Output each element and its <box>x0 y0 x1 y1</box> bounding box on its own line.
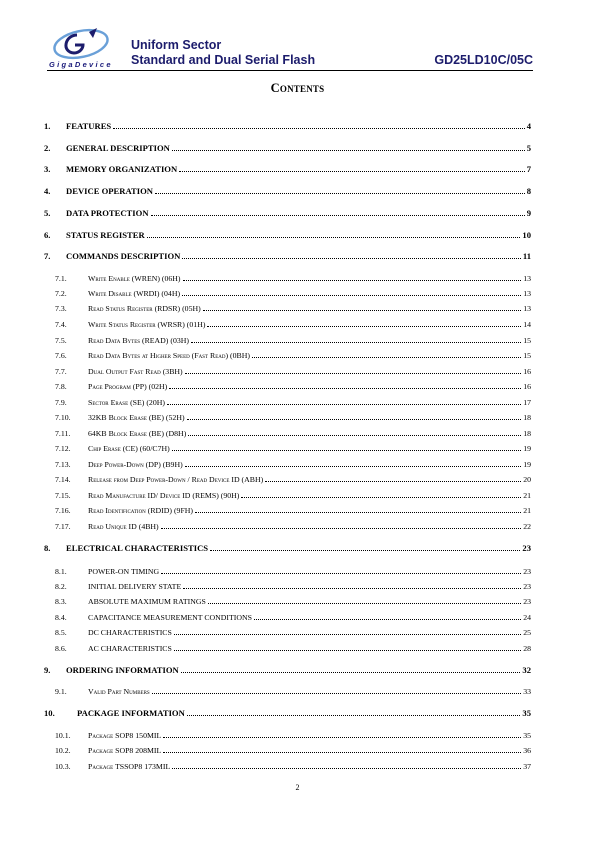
toc-entry-number: 7.5. <box>55 336 67 346</box>
toc-entry-page: 15 <box>523 351 531 361</box>
toc-entry-title: Write Status Register (WRSR) (01H) <box>88 320 206 330</box>
toc-entry[interactable] <box>44 578 531 591</box>
toc-entry-page: 21 <box>523 506 531 516</box>
toc-entry-page: 23 <box>523 567 531 577</box>
toc-entry-number: 1. <box>44 121 51 132</box>
toc-entry-number: 6. <box>44 230 51 241</box>
toc-entry-number: 7.17. <box>55 522 71 532</box>
toc-entry[interactable] <box>44 662 531 675</box>
contents-heading: Contents <box>270 81 325 95</box>
toc-entry[interactable] <box>44 624 531 637</box>
dot-leader <box>181 671 521 673</box>
dot-leader <box>203 309 522 311</box>
dot-leader <box>163 736 521 738</box>
toc-entry[interactable] <box>44 563 531 576</box>
toc-entry-page: 33 <box>523 687 531 697</box>
toc-entry[interactable] <box>44 609 531 622</box>
toc-entry[interactable] <box>44 300 531 313</box>
doc-title-line2: Standard and Dual Serial Flash <box>131 53 316 67</box>
toc-entry[interactable] <box>44 347 531 360</box>
dot-leader <box>172 449 522 451</box>
toc-entry-page: 28 <box>523 644 531 654</box>
toc-entry-title: Read Unique ID (4BH) <box>88 522 159 532</box>
toc-entry-title: 32KB Block Erase (BE) (52H) <box>88 413 185 423</box>
toc-entry-page: 10 <box>522 230 531 241</box>
dot-leader <box>185 372 522 374</box>
toc-entry-number: 10.2. <box>55 746 71 756</box>
toc-entry[interactable] <box>44 394 531 407</box>
dot-leader <box>179 170 525 172</box>
dot-leader <box>254 618 521 620</box>
toc-entry-number: 2. <box>44 143 51 154</box>
dot-leader <box>113 127 524 129</box>
dot-leader <box>163 751 521 753</box>
toc-entry-page: 25 <box>523 628 531 638</box>
toc-entry-title: COMMANDS DESCRIPTION <box>66 251 181 262</box>
toc-entry-title: Read Status Register (RDSR) (05H) <box>88 304 201 314</box>
toc-entry[interactable] <box>44 205 531 218</box>
toc-entry-page: 16 <box>523 367 531 377</box>
toc-entry-page: 32 <box>522 665 531 676</box>
toc-entry-number: 7.13. <box>55 460 71 470</box>
toc-entry-number: 8.1. <box>55 567 67 577</box>
toc-entry-number: 10. <box>44 708 55 719</box>
toc-entry-title: Write Enable (WREN) (06H) <box>88 274 181 284</box>
toc-entry-title: Sector Erase (SE) (20H) <box>88 398 165 408</box>
toc-entry-page: 21 <box>523 491 531 501</box>
toc-entry-number: 7.3. <box>55 304 67 314</box>
dot-leader <box>161 527 522 529</box>
toc-entry-number: 7.14. <box>55 475 71 485</box>
toc-entry-title: Package SOP8 150MIL <box>88 731 162 741</box>
dot-leader <box>188 434 521 436</box>
toc-entry-title: Chip Erase (CE) (60/C7H) <box>88 444 170 454</box>
toc-entry-title: ABSOLUTE MAXIMUM RATINGS <box>88 597 206 607</box>
toc-entry-number: 9. <box>44 665 51 676</box>
toc-entry[interactable] <box>44 440 531 453</box>
toc-entry-title: Read Data Bytes at Higher Speed (Fast Read) (0BH) <box>88 351 250 361</box>
toc-entry-page: 22 <box>523 522 531 532</box>
toc-entry-title: DATA PROTECTION <box>66 208 149 219</box>
toc-entry-title: Deep Power-Down (DP) (B9H) <box>88 460 183 470</box>
dot-leader <box>172 149 525 151</box>
dot-leader <box>187 418 522 420</box>
toc-entry-title: 64KB Block Erase (BE) (D8H) <box>88 429 187 439</box>
doc-title-line1: Uniform Sector <box>131 38 222 52</box>
toc-entry-title: FEATURES <box>66 121 112 132</box>
dot-leader <box>185 465 522 467</box>
toc-entry[interactable] <box>44 456 531 469</box>
toc-entry-page: 23 <box>522 543 531 554</box>
toc-entry-title: Package SOP8 208MIL <box>88 746 162 756</box>
toc-entry-title: Valid Part Numbers <box>88 687 150 697</box>
dot-leader <box>210 549 520 551</box>
toc-entry-title: ORDERING INFORMATION <box>66 665 179 676</box>
toc-entry[interactable] <box>44 758 531 771</box>
toc-entry[interactable] <box>44 425 531 438</box>
dot-leader <box>187 714 521 716</box>
page-number: 2 <box>295 783 300 792</box>
toc-entry-number: 10.3. <box>55 762 71 772</box>
toc-entry-page: 8 <box>526 186 531 197</box>
toc-entry-number: 7. <box>44 251 51 262</box>
toc-entry[interactable] <box>44 540 531 553</box>
toc-entry-title: AC CHARACTERISTICS <box>88 644 172 654</box>
toc-entry-page: 11 <box>522 251 531 262</box>
dot-leader <box>152 692 522 694</box>
toc-entry-title: DC CHARACTERISTICS <box>88 628 172 638</box>
toc-entry-page: 14 <box>523 320 531 330</box>
toc-entry[interactable] <box>44 285 531 298</box>
toc-entry-number: 5. <box>44 208 51 219</box>
logo-wordmark: GigaDevice <box>49 60 113 69</box>
dot-leader <box>241 496 521 498</box>
dot-leader <box>265 480 521 482</box>
dot-leader <box>195 511 521 513</box>
toc-entry[interactable] <box>44 727 531 740</box>
toc-entry-number: 7.9. <box>55 398 67 408</box>
toc-entry-title: STATUS REGISTER <box>66 230 145 241</box>
dot-leader <box>172 767 521 769</box>
dot-leader <box>208 602 521 604</box>
dot-leader <box>151 214 525 216</box>
toc-entry-page: 35 <box>523 731 531 741</box>
toc-entry[interactable] <box>44 640 531 653</box>
toc-entry-page: 18 <box>523 429 531 439</box>
toc-entry[interactable] <box>44 409 531 422</box>
toc-entry-title: PACKAGE INFORMATION <box>77 708 185 719</box>
toc-entry[interactable] <box>44 742 531 755</box>
dot-leader <box>182 257 521 259</box>
toc-entry-page: 36 <box>523 746 531 756</box>
toc-entry[interactable] <box>44 471 531 484</box>
toc-entry[interactable] <box>44 183 531 196</box>
dot-leader <box>161 572 521 574</box>
toc-entry-number: 7.12. <box>55 444 71 454</box>
toc-entry-title: DEVICE OPERATION <box>66 186 153 197</box>
toc-entry[interactable] <box>44 487 531 500</box>
toc-entry-title: Page Program (PP) (02H) <box>88 382 168 392</box>
toc-entry-number: 8.5. <box>55 628 67 638</box>
toc-entry[interactable] <box>44 593 531 606</box>
toc-entry-number: 7.4. <box>55 320 67 330</box>
toc-entry-page: 19 <box>523 444 531 454</box>
dot-leader <box>147 236 521 238</box>
toc-entry[interactable] <box>44 705 531 718</box>
toc-entry-number: 4. <box>44 186 51 197</box>
toc-entry[interactable] <box>44 332 531 345</box>
dot-leader <box>252 356 521 358</box>
toc-entry[interactable] <box>44 378 531 391</box>
toc-entry-number: 8.4. <box>55 613 67 623</box>
toc-entry[interactable] <box>44 502 531 515</box>
toc-entry-page: 4 <box>526 121 531 132</box>
toc-entry-number: 7.8. <box>55 382 67 392</box>
toc-entry-number: 8.6. <box>55 644 67 654</box>
dot-leader <box>183 279 522 281</box>
toc-entry-title: ELECTRICAL CHARACTERISTICS <box>66 543 209 554</box>
toc-entry-title: GENERAL DESCRIPTION <box>66 143 170 154</box>
toc-entry-page: 35 <box>522 708 531 719</box>
toc-entry-number: 10.1. <box>55 731 71 741</box>
dot-leader <box>182 294 521 296</box>
toc-entry-number: 7.2. <box>55 289 67 299</box>
dot-leader <box>207 325 521 327</box>
toc-entry[interactable] <box>44 518 531 531</box>
toc-entry[interactable] <box>44 227 531 240</box>
toc-entry-title: POWER-ON TIMING <box>88 567 160 577</box>
toc-entry-page: 20 <box>523 475 531 485</box>
toc-entry-number: 7.1. <box>55 274 67 284</box>
toc-entry-number: 7.16. <box>55 506 71 516</box>
toc-entry-title: Release from Deep Power-Down / Read Device ID (ABH) <box>88 475 264 485</box>
toc-entry-title: Package TSSOP8 173MIL <box>88 762 171 772</box>
toc-entry-title: MEMORY ORGANIZATION <box>66 164 178 175</box>
toc-entry-title: INITIAL DELIVERY STATE <box>88 582 182 592</box>
dot-leader <box>174 649 521 651</box>
toc-entry-number: 7.11. <box>55 429 71 439</box>
toc-entry-title: CAPACITANCE MEASUREMENT CONDITIONS <box>88 613 252 623</box>
toc-entry-page: 23 <box>523 582 531 592</box>
toc-entry-number: 7.10. <box>55 413 71 423</box>
toc-entry-number: 3. <box>44 164 51 175</box>
toc-entry-page: 15 <box>523 336 531 346</box>
toc-entry-page: 17 <box>523 398 531 408</box>
toc-entry-title: Read Identification (RDID) (9FH) <box>88 506 194 516</box>
dot-leader <box>167 403 521 405</box>
toc-entry-page: 24 <box>523 613 531 623</box>
toc-entry[interactable] <box>44 270 531 283</box>
toc-entry-page: 9 <box>526 208 531 219</box>
toc-entry-number: 8. <box>44 543 51 554</box>
toc-entry[interactable] <box>44 118 531 131</box>
toc-entry-page: 7 <box>526 164 531 175</box>
toc-entry-page: 37 <box>523 762 531 772</box>
toc-entry[interactable] <box>44 140 531 153</box>
toc-entry[interactable] <box>44 683 531 696</box>
toc-entry-number: 8.2. <box>55 582 67 592</box>
toc-entry-page: 23 <box>523 597 531 607</box>
toc-entry-page: 18 <box>523 413 531 423</box>
toc-entry-number: 7.7. <box>55 367 67 377</box>
dot-leader <box>183 587 521 589</box>
toc-entry-number: 8.3. <box>55 597 67 607</box>
toc-entry-title: Read Data Bytes (READ) (03H) <box>88 336 189 346</box>
part-number: GD25LD10C/05C <box>434 53 533 67</box>
toc-entry-number: 9.1. <box>55 687 67 697</box>
toc-entry-title: Write Disable (WRDI) (04H) <box>88 289 181 299</box>
toc-entry-page: 13 <box>523 304 531 314</box>
toc-entry-number: 7.15. <box>55 491 71 501</box>
toc-entry-title: Dual Output Fast Read (3BH) <box>88 367 183 377</box>
dot-leader <box>169 387 521 389</box>
toc-entry-page: 13 <box>523 274 531 284</box>
toc-entry-title: Read Manufacture ID/ Device ID (REMS) (90H) <box>88 491 240 501</box>
dot-leader <box>174 633 521 635</box>
dot-leader <box>191 341 521 343</box>
dot-leader <box>155 192 525 194</box>
toc-entry[interactable] <box>44 316 531 329</box>
toc-entry-page: 13 <box>523 289 531 299</box>
toc-entry[interactable] <box>44 363 531 376</box>
toc-entry[interactable] <box>44 248 531 261</box>
toc-entry-page: 16 <box>523 382 531 392</box>
toc-entry-page: 5 <box>526 143 531 154</box>
toc-entry-number: 7.6. <box>55 351 67 361</box>
toc-entry-page: 19 <box>523 460 531 470</box>
toc-entry[interactable] <box>44 161 531 174</box>
